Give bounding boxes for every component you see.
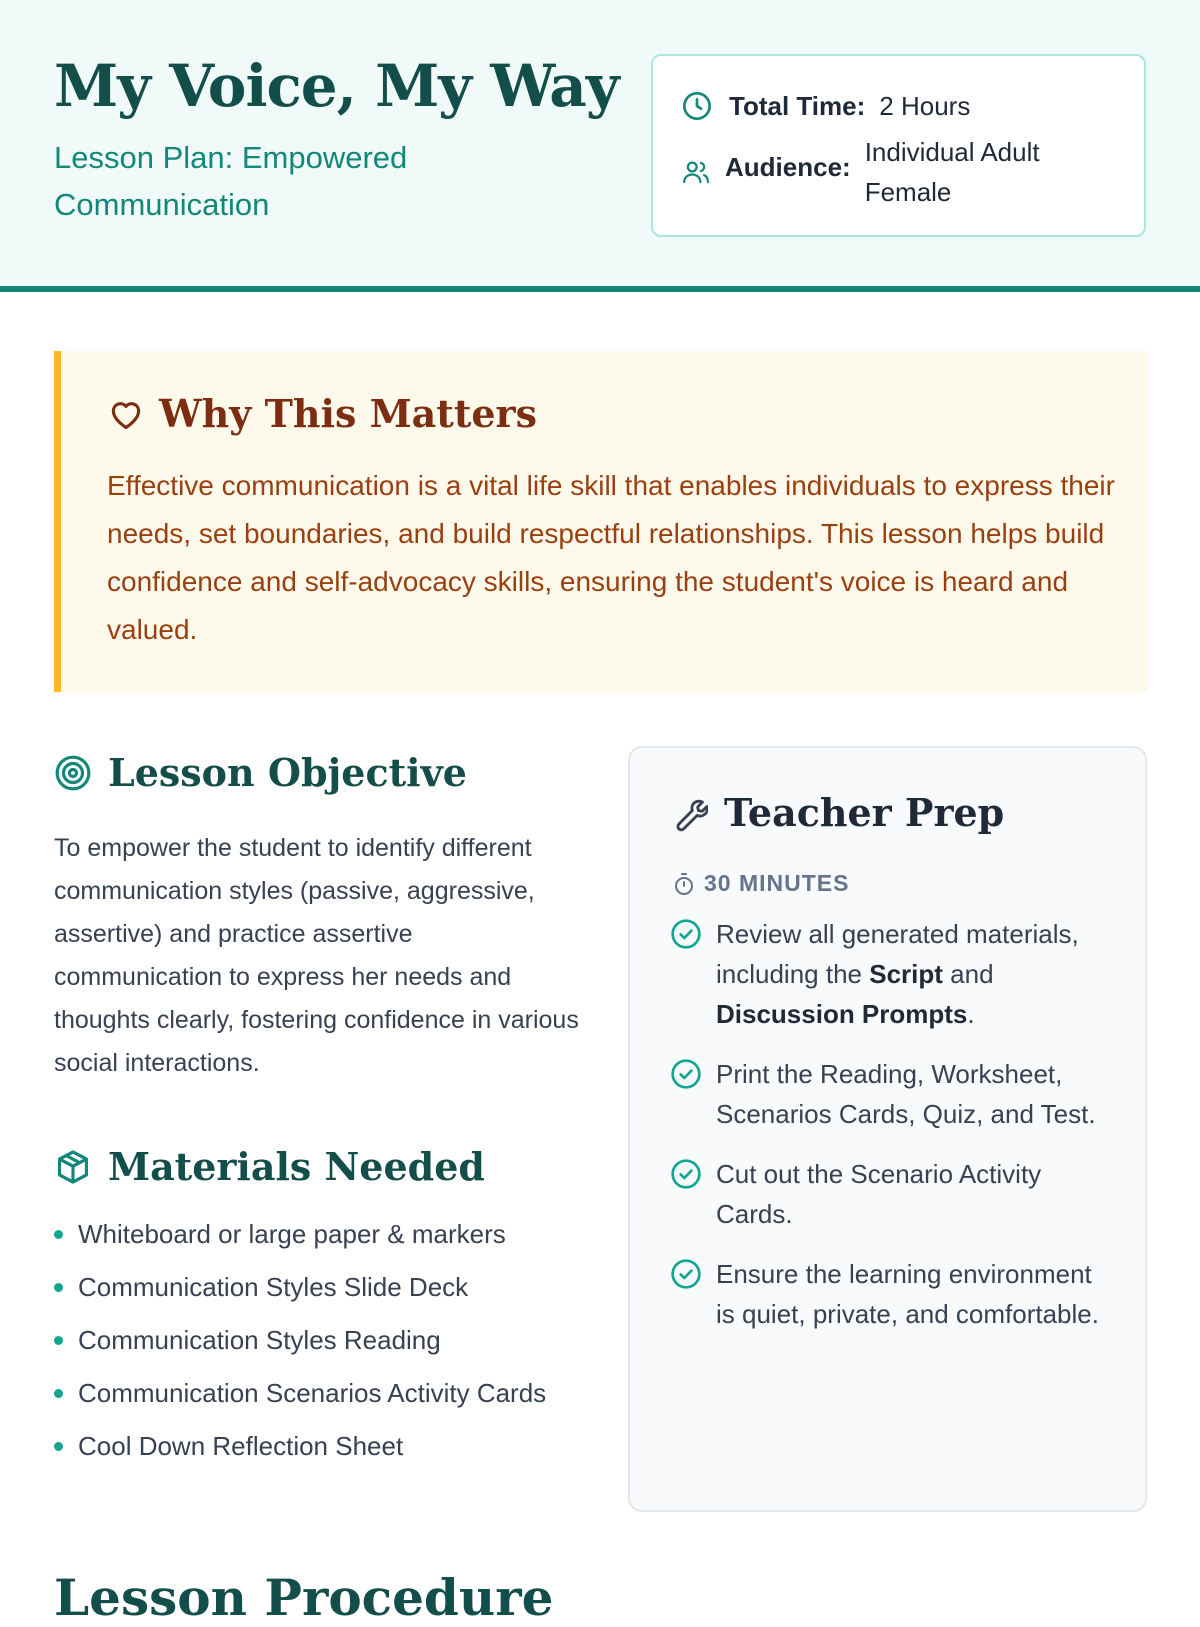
prep-title: Teacher Prep bbox=[724, 790, 1005, 835]
box-icon bbox=[54, 1148, 92, 1186]
users-icon bbox=[681, 157, 711, 187]
list-item: Print the Reading, Worksheet, Scenarios Cards, Quiz, and Test. bbox=[670, 1054, 1110, 1134]
objective-title-row bbox=[54, 750, 467, 795]
materials-title: Materials Needed bbox=[108, 1144, 485, 1189]
page-title: My Voice, My Way bbox=[54, 52, 619, 120]
materials-list bbox=[54, 1214, 554, 1479]
list-item: Ensure the learning environment is quiet, private, and comfortable. bbox=[670, 1254, 1110, 1334]
check-circle-icon bbox=[670, 918, 702, 950]
procedure-title: Lesson Procedure bbox=[54, 1568, 554, 1627]
audience-value: Individual Adult Female bbox=[864, 137, 1040, 207]
audience-row bbox=[681, 132, 1075, 212]
target-icon bbox=[54, 754, 92, 792]
list-item: Whiteboard or large paper & markers bbox=[54, 1214, 554, 1254]
objective-text: To empower the student to identify different communication styles (passive, aggressive, assertive) and practice assertive communication to express her needs and thoughts clearly, fostering confidence in various social interactions. bbox=[54, 834, 579, 1077]
list-item: Communication Scenarios Activity Cards bbox=[54, 1373, 554, 1413]
lesson-info-card bbox=[651, 54, 1146, 237]
prep-title-row bbox=[670, 790, 1004, 835]
total-time-label: Total Time: bbox=[729, 91, 866, 121]
wrench-icon bbox=[670, 794, 708, 832]
page-subtitle: Lesson Plan: Empowered Communication bbox=[54, 140, 408, 222]
prep-duration bbox=[672, 870, 849, 897]
why-title: Why This Matters bbox=[159, 391, 537, 436]
why-title-row bbox=[107, 391, 537, 436]
total-time-row bbox=[681, 86, 970, 126]
prep-duration-text: 30 MINUTES bbox=[704, 870, 850, 896]
materials-title-row bbox=[54, 1144, 485, 1189]
heart-icon bbox=[107, 395, 145, 433]
why-text: Effective communication is a vital life skill that enables individuals to express their needs, set boundaries, and build respectful relationships. This lesson helps build confidence and self-advocacy skills, ensuring the student's voice is heard and valued. bbox=[107, 470, 1115, 645]
lesson-header bbox=[0, 0, 1200, 292]
list-item: Review all generated materials, including the Script and Discussion Prompts. bbox=[670, 914, 1110, 1034]
check-circle-icon bbox=[670, 1058, 702, 1090]
list-item: Communication Styles Reading bbox=[54, 1320, 554, 1360]
list-item: Communication Styles Slide Deck bbox=[54, 1267, 554, 1307]
teacher-prep-card bbox=[628, 746, 1147, 1512]
check-circle-icon bbox=[670, 1258, 702, 1290]
timer-icon bbox=[672, 872, 696, 896]
objective-title: Lesson Objective bbox=[108, 750, 467, 795]
why-this-matters-callout bbox=[54, 351, 1148, 692]
list-item: Cut out the Scenario Activity Cards. bbox=[670, 1154, 1110, 1234]
list-item: Cool Down Reflection Sheet bbox=[54, 1426, 554, 1466]
prep-checklist bbox=[670, 914, 1110, 1354]
audience-label: Audience: bbox=[725, 152, 851, 182]
check-circle-icon bbox=[670, 1158, 702, 1190]
clock-icon bbox=[681, 90, 713, 122]
total-time-value: 2 Hours bbox=[879, 91, 971, 121]
